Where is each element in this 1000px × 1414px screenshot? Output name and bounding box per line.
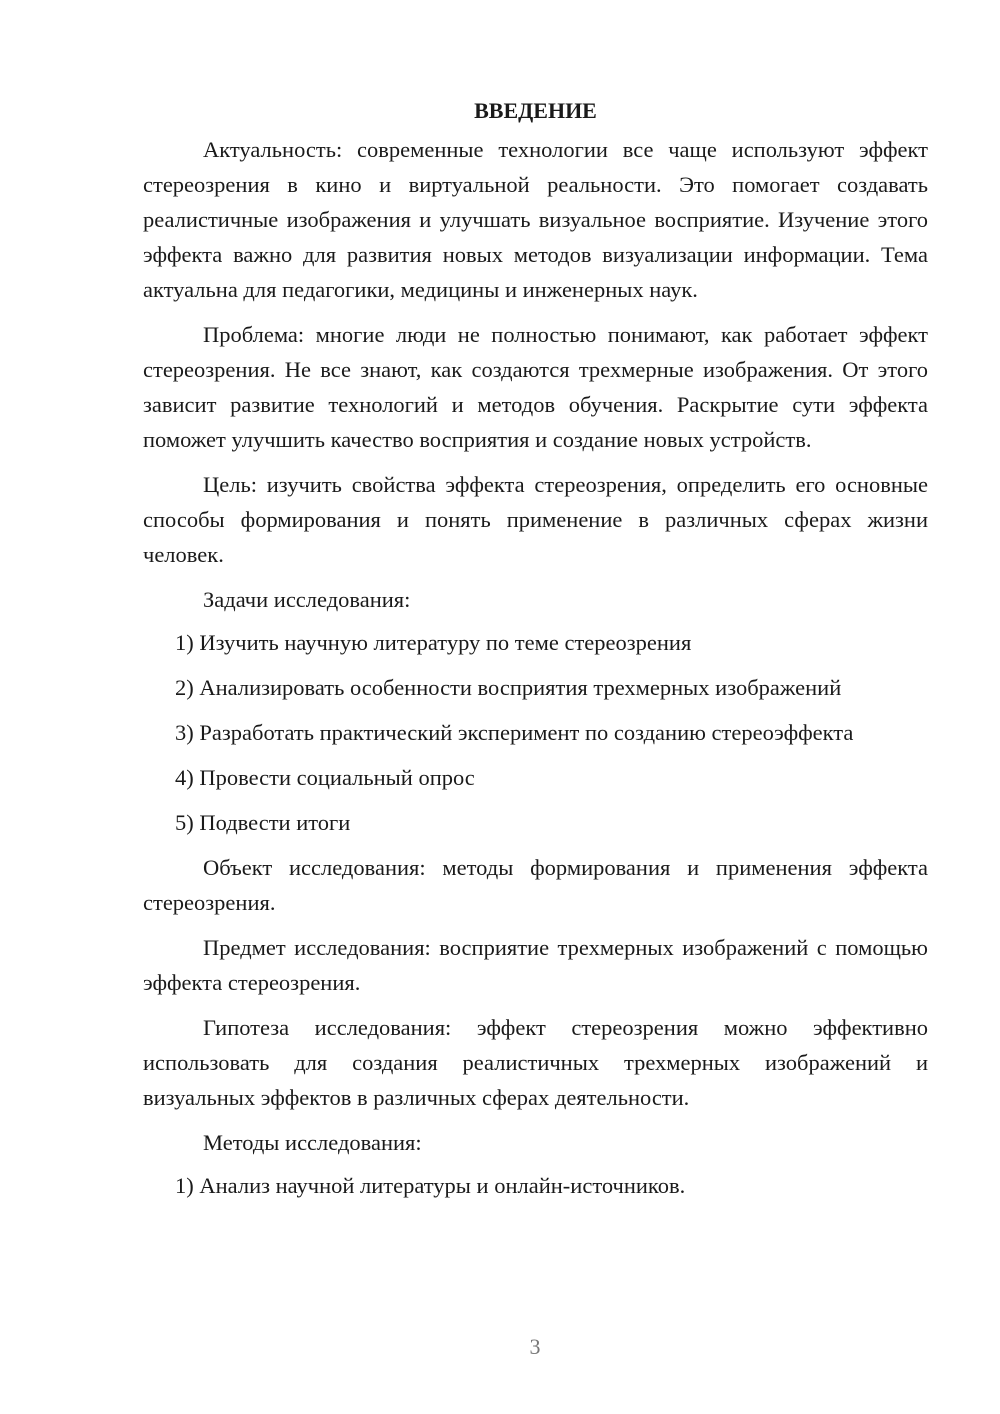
methods-label: Методы исследования: [203, 1130, 422, 1155]
tasks-list [143, 625, 928, 840]
hypothesis-paragraph: Гипотеза исследования: эффект стереозрения можно эффективно использовать для создания реалистичных трехмерных изображений и визуальных эффектов в различных сферах деятельности. [143, 1015, 928, 1110]
list-item: 1) Анализ научной литературы и онлайн-источников. [175, 1173, 686, 1198]
object-paragraph: Объект исследования: методы формирования и применения эффекта стереозрения. [143, 855, 928, 915]
list-item: 4) Провести социальный опрос [175, 765, 475, 790]
subject-paragraph: Предмет исследования: восприятие трехмерных изображений с помощью эффекта стереозрения. [143, 935, 928, 995]
list-item: 5) Подвести итоги [175, 810, 351, 835]
tasks-label: Задачи исследования: [203, 587, 411, 612]
page-title: ВВЕДЕНИЕ [474, 98, 597, 123]
problem-paragraph: Проблема: многие люди не полностью понимают, как работает эффект стереозрения. Не все знают, как создаются трехмерные изображения. От этого зависит развитие технологий и методов обучения. Раскрытие сути эффекта поможет улучшить качество восприятия и создание новых устройств. [143, 322, 928, 452]
document-body [143, 96, 928, 1213]
methods-list [143, 1168, 928, 1203]
list-item: 1) Изучить научную литературу по теме стереозрения [175, 630, 692, 655]
list-item: 2) Анализировать особенности восприятия трехмерных изображений [175, 675, 842, 700]
relevance-paragraph: Актуальность: современные технологии все чаще используют эффект стереозрения в кино и виртуальной реальности. Это помогает создавать реалистичные изображения и улучшать визуальное восприятие. Изучение этого эффекта важно для развития новых методов визуализации информации. Тема актуальна для педагогики, медицины и инженерных наук. [143, 137, 928, 302]
page-number: 3 [529, 1334, 541, 1359]
goal-paragraph: Цель: изучить свойства эффекта стереозрения, определить его основные способы формирования и понять применение в различных сферах жизни человек. [143, 472, 928, 567]
list-item: 3) Разработать практический эксперимент по созданию стереоэффекта [175, 720, 854, 745]
